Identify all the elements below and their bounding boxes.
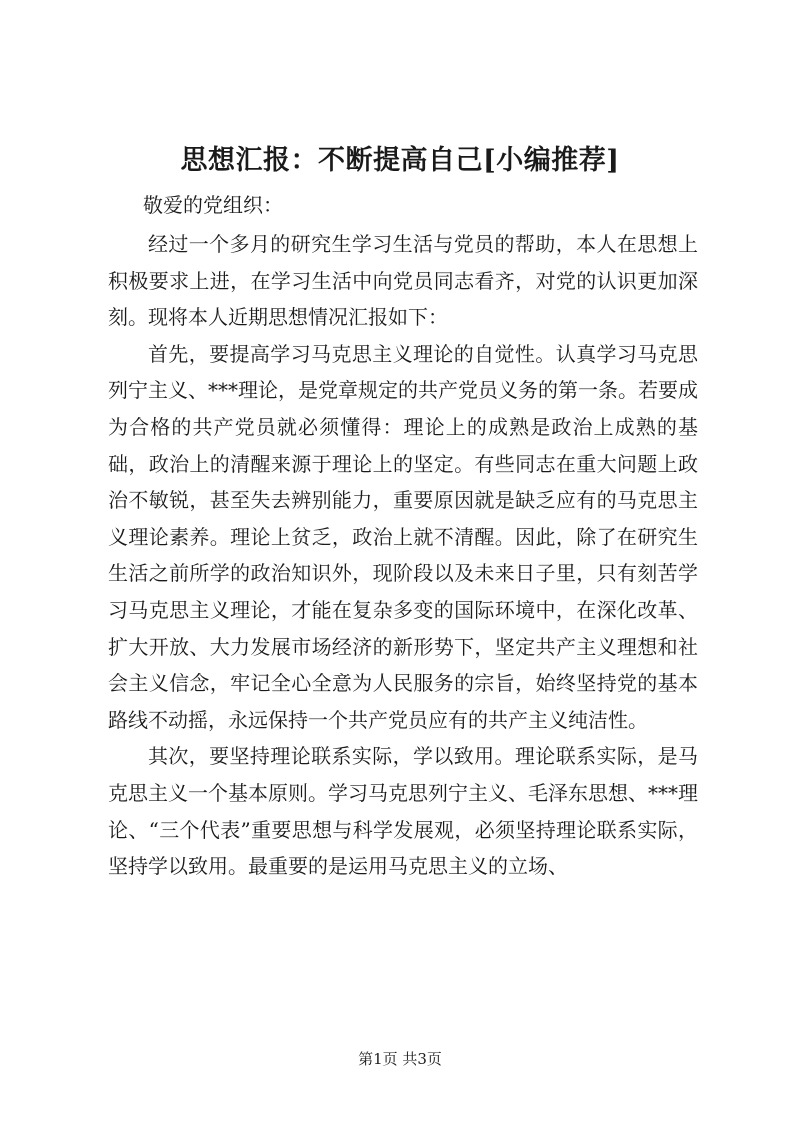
paragraph-first: 首先，要提高学习马克思主义理论的自觉性。认真学习马克思列宁主义、***理论，是党章规定的共产党员义务的第一条。若要成为合格的共产党员就必须懂得：理论上的成熟是政治上成熟的基础，政治上的清醒来源于理论上的坚定。有些同志在重大问题上政治不敏锐，甚至失去辨别能力，重要原因就是缺乏应有的马克思主义理论素养。理论上贫乏，政治上就不清醒。因此，除了在研究生生活之前所学的政治知识外，现阶段以及未来日子里，只有刻苦学习马克思主义理论，才能在复杂多变的国际环境中，在深化改革、扩大开放、大力发展市场经济的新形势下，坚定共产主义理想和社会主义信念，牢记全心全意为人民服务的宗旨，始终坚持党的基本路线不动摇，永远保持一个共产党员应有的共产主义纯洁性。 [108, 341, 698, 732]
paragraph-second: 其次，要坚持理论联系实际，学以致用。理论联系实际，是马克思主义一个基本原则。学习马克思列宁主义、毛泽东思想、***理论、“三个代表”重要思想与科学发展观，必须坚持理论联系实际，坚持学以致用。最重要的是运用马克思主义的立场、 [108, 744, 698, 879]
paragraph-intro: 经过一个多月的研究生学习生活与党员的帮助，本人在思想上积极要求上进，在学习生活中向党员同志看齐，对党的认识更加深刻。现将本人近期思想情况汇报如下： [108, 232, 698, 330]
salutation: 敬爱的党组织： [143, 193, 283, 217]
document-body [108, 226, 698, 885]
document-title: 思想汇报：不断提高自己[小编推荐] [180, 145, 620, 176]
page-footer: 第1页 共3页 [358, 1050, 442, 1068]
